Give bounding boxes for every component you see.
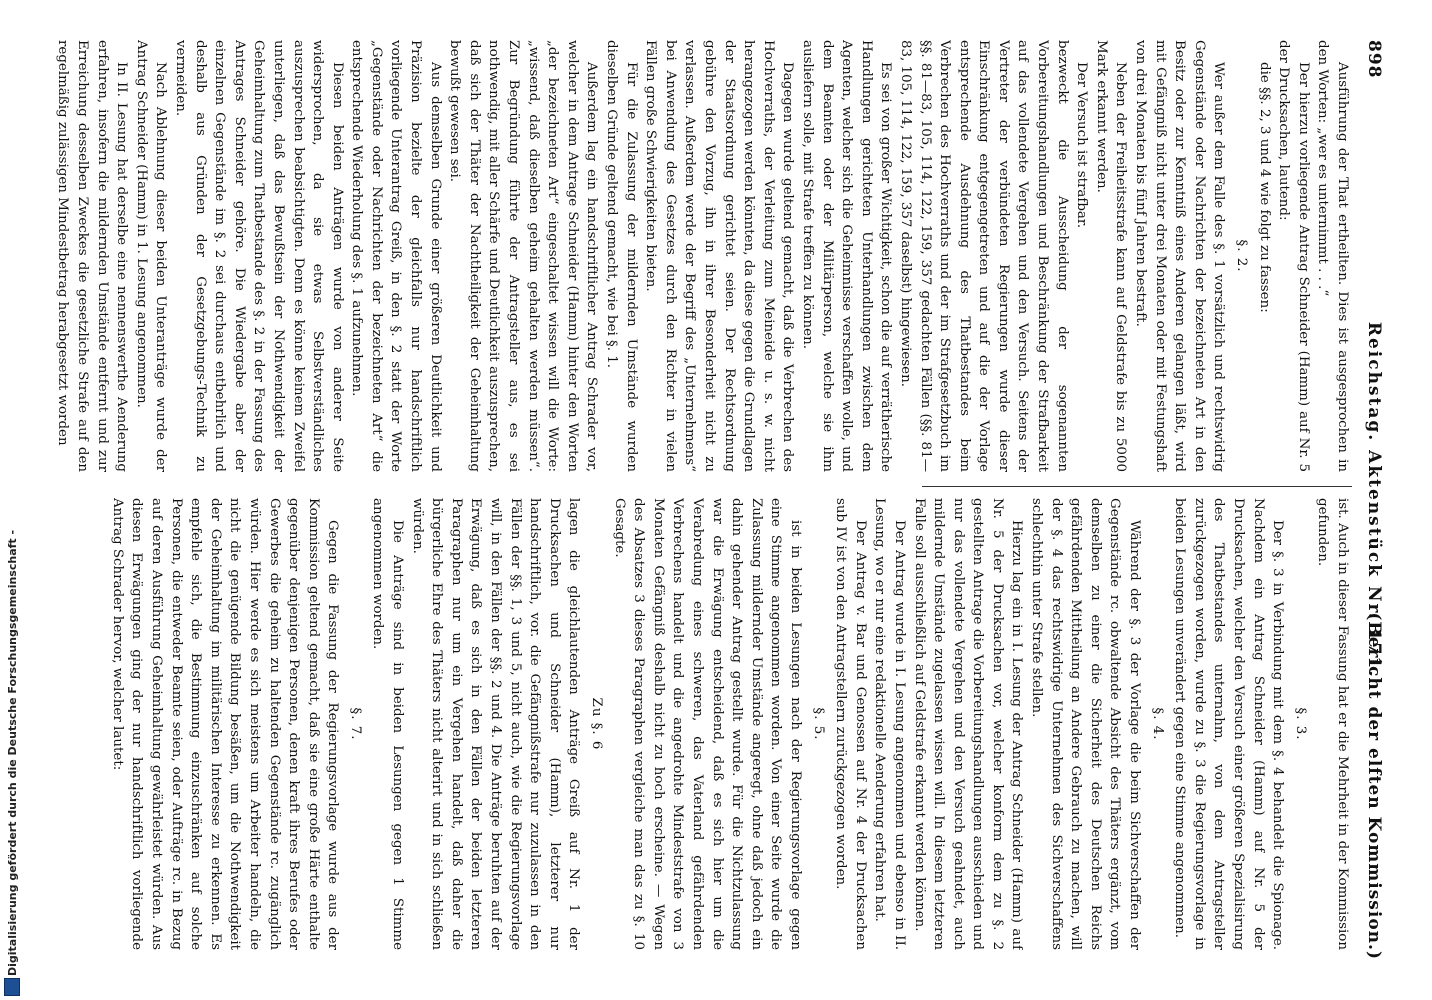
paragraph: Dagegen wurde geltend gemacht, daß die Verbrechen des Hochverraths, der Verleitung zum Meineide u. s. w. nicht herangezogen werden könnten, da diese gegen die Grundlagen der Staatsordnung gerichtet seien. Der Rechtsordnung gebühre den Vorzug, ihn in ihrer Besonderheit nicht zu verlassen. Außerdem werde der Begriff des „Unternehmens“ bei Anwendung des Gesetzes durch den Richter in vielen Fällen große Schwierigkeiten bieten. — [643, 40, 796, 472]
paragraph: ist in beiden Lesungen nach der Regierungsvorlage gegen eine Stimme angenommen worden. Von einer Seite wurde die Zulassung mildernder Umstände angeregt, ohne daß jedoch ein dahin gehender Antrag gestellt wurde. Für die Nichtzulassung war die Erwägung entscheidend, daß es sich hier um die Verabredung eines schweren, das Vaterland gefährdenden Verbrechens handelt und die angedrohte Mindeststrafe von 3 Monaten Gefängniß deshalb nicht zu hoch erscheine. — Wegen des Absatzes 3 dieses Paragraphen vergleiche man das zu §. 10 Gesagte. — [611, 498, 803, 950]
paragraph: Diesen beiden Anträgen wurde von anderer Seite widersprochen, da sie etwas Selbstverständliches auszusprechen beabsichtigten. Denn es könne keinem Zweifel unterliegen, daß das Bewußtsein der Nothwendigkeit der Geheimhaltung zum Thatbestande des §. 2 in der Fassung des Antrages Schneider gehöre. Die Wiedergabe aber der einzelnen Gegenstände im §. 2 sei durchaus entbehrlich und deshalb aus Gründen der Gesetzgebungs-Technik zu vermeiden. — [172, 40, 345, 472]
page-number: 898 — [1364, 40, 1384, 79]
paragraph: Der §. 3 in Verbindung mit dem §. 4 behandelt die Spionage. Nachdem ein Antrag Schneider (Hamm) auf Nr. 5 der Drucksachen, welcher den Versuch einer größeren Spezialisirung des Thatbestandes unternahm, von dem Antragsteller zurückgezogen worden, wurde zu §. 3 die Regierungsvorlage in beiden Lesungen unverändert gegen eine Stimme angenommen. — [1172, 498, 1286, 950]
column-divider — [922, 486, 1352, 487]
paragraph: die §§. 2, 3 und 4 wie folgt zu fassen: — [1256, 62, 1272, 313]
paragraph: Während der §. 3 der Vorlage die beim Sichverschaffen der Gegenstände rc. obwaltende Absicht des Thäters ergänzt, vom demselben zu einer die Sicherheit des Deutschen Reichs gefährdenden Mittheilung an Andere Gebrauch zu machen, will der §. 4 das rechtswidrige Unternehmen des Sichverschaffens schlechthin unter Strafe stellen. — [1029, 498, 1143, 950]
paragraph: bezweckt die Ausscheidung der sogenannten Vorbereitungshandlungen und Beschränkung der Strafbarkeit auf das vollendete Vergehen und den Versuch. Seitens der Vertreter der verbündeten Regierungen wurde dieser Einschränkung entgegengetreten und auf die der Vorlage entsprechende Ausdehnung des Thatbestandes beim Verbrechen des Hochverraths und der im Strafgesetzbuch im §§. 81—83, 105, 114, 122, 159, 357 gedachten Fällen (§§. 81—83, 105, 114, 122, 159, 357 daselbst) hingewiesen. — [897, 40, 1070, 472]
paragraph: Wer außer dem Falle des §. 1 vorsätzlich und rechtswidrig Gegenstände oder Nachrichten der bezeichneten Art in den Besitz oder zur Kenntniß eines Anderen gelangen läßt, wird mit Gefängniß nicht unter drei Monaten oder mit Festungshaft von drei Monaten bis fünf Jahren bestraft. — [1133, 40, 1227, 472]
footer-credit: Digitalisierung gefördert durch die Deutsche Forschungsgemeinschaft - — [6, 529, 19, 976]
paragraph: Für die Zulassung der mildernden Umstände wurden dieselben Gründe geltend gemacht, wie bei §. 1. — [604, 40, 639, 472]
paragraph: Hierzu lag ein in I. Lesung der Antrag Schneider (Hamm) auf Nr. 5 der Drucksachen vor, welcher konform dem zu §. 2 gestellten Antrage die Vorbereitungshandlungen ausschieden und nur das vollendete Vergehen und den Versuch geahndet, auch mildernde Umstände zugelassen wissen will. In diesem letzteren Falle soll ausschließlich auf Geldstrafe erkannt werden können. — [911, 498, 1025, 950]
section-heading: §. 2. — [1234, 239, 1250, 273]
digitization-footer — [0, 0, 22, 1000]
paragraph: Der Versuch ist strafbar. — [1074, 62, 1090, 229]
section-heading: §. 4. — [1149, 707, 1165, 741]
dfg-logo-icon — [4, 978, 20, 996]
paragraph: Neben der Freiheitsstrafe kann auf Geldstrafe bis zu 5000 Mark erkannt werden. — [1093, 40, 1129, 472]
paragraph: Der hierzu vorliegende Antrag Schneider (Hamm) auf Nr. 5 der Drucksachen, lautend: — [1276, 40, 1311, 472]
paragraph: Der Antrag v. Bar und Genossen auf Nr. 4 der Drucksachen sub IV ist von den Antragstellern zurückgezogen worden. — [833, 498, 868, 950]
section-heading: Zu §. 6 — [589, 697, 605, 751]
paragraph: lagen die gleichlautenden Anträge Greiß auf Nr. 1 der Drucksachen und Schneider (Hamm), letzterer nur handschriftlich, vor. die Gefängnißstrafe nur zuzulassen in den Fällen der §§. 1, 3 und 5, nicht auch, wie die Regierungsvorlage will, in den Fällen der §§. 2 und 4. Die Anträge beruhten auf der Erwägung, daß es sich in den Fällen der beiden letzteren Paragraphen nur um ein Vergehen handelt, daß daher die bürgerliche Ehre des Thäters nicht alterirt und in sich schließen würden. — [409, 498, 582, 950]
paragraph: Der Antrag wurde in I. Lesung angenommen und ebenso in II. Lesung, wo er nur eine redaktionelle Aenderung erfahren hat. — [872, 498, 907, 950]
left-column — [8, 40, 1352, 472]
paragraph: Es sei von großer Wichtigkeit, schon die auf verrätherische Handlungen gerichteten Unterhandlungen zwischen dem Agenten, welcher sich die Geheimnisse verschaffen wolle, und dem Beamten oder der Militärperson, welche sie ihm ausliefern solle, mit Strafe treffen zu können. — [799, 40, 894, 472]
page-title: Reichstag. Aktenstück Nr. 171. — [1364, 321, 1384, 679]
paragraph: ist. Auch in dieser Fassung hat er die Mehrheit in der Kommission gefunden. — [1315, 498, 1350, 950]
paragraph: Aus demselben Grunde einer größeren Deutlichkeit und Präzision bezielte der gleichfalls nur handschriftlich vorliegende Unterantrag Greiß, in den §. 2 statt der Worte „Gegenstände oder Nachrichten der bezeichneten Art“ die entsprechende Wiederholung des §. 1 aufzunehmen. — [349, 40, 443, 472]
section-heading: §. 3. — [1292, 707, 1308, 741]
section-heading: §. 5. — [810, 707, 826, 741]
paragraph: Außerdem lag ein handschriftlicher Antrag Schrader vor, welcher in dem Antrage Schneider (Hamm) hinter den Worten „der bezeichneten Art“ eingeschaltet wissen will die Worte: „wissend, daß dieselben geheim gehalten werden müssen“. Zur Begründung führte der Antragsteller aus, es sei nothwendig, mit aller Schärfe und Deutlichkeit auszusprechen, daß sich der Thäter der Nachtheiligkeit der Geheimhaltung bewußt gewesen sei. — [447, 40, 600, 472]
report-label: (Bericht der elften Kommission.) — [1364, 612, 1384, 960]
paragraph: Die Anträge sind in beiden Lesungen gegen 1 Stimme angenommen worden. — [370, 498, 406, 950]
paragraph: Ausführung der That ertheilten. Dies ist ausgesprochen in den Worten: „wer es unternimmt . . .“ — [1315, 40, 1350, 472]
paragraph: Gegen die Fassung der Regierungsvorlage wurde aus der Kommission geltend gemacht, daß sie eine große Härte enthalte gegenüber denjenigen Personen, denen kraft ihres Berufes oder Gewerbes die geheim zu haltenden Gegenstände rc. zugänglich würden. Hier werde es sich meistens um Arbeiter handeln, die nicht die genügende Bildung besäßen, um die Nothwendigkeit der Geheimhaltung im militärischen Interesse zu erkennen. Es empfehle sich, die Bestimmung einzuschränken auf solche Personen, die entweder Beamte seien, oder Aufträge rc. in Bezug auf deren Ausführung Geheimhaltung gewährleistet würden. Aus diesen Erwägungen ging der nur handschriftlich vorliegende Antrag Schrader hervor, welcher lautet: — [109, 498, 341, 950]
page-header — [1358, 40, 1388, 960]
paragraph: Nach Ablehnung dieser beiden Unteranträge wurde der Antrag Schneider (Hamm) in 1. Lesung angenommen. — [133, 40, 169, 472]
paragraph: In II. Lesung hat derselbe eine nennenswerthe Aenderung erfahren, insofern die mildernden Umstände entfernt und zur Erreichung desselben Zweckes die gesetzliche Strafe auf den regelmäßig zulässigen Mindestbetrag herabgesetzt worden — [55, 40, 130, 472]
right-column — [8, 498, 1352, 950]
section-heading: §. 7. — [347, 707, 363, 741]
